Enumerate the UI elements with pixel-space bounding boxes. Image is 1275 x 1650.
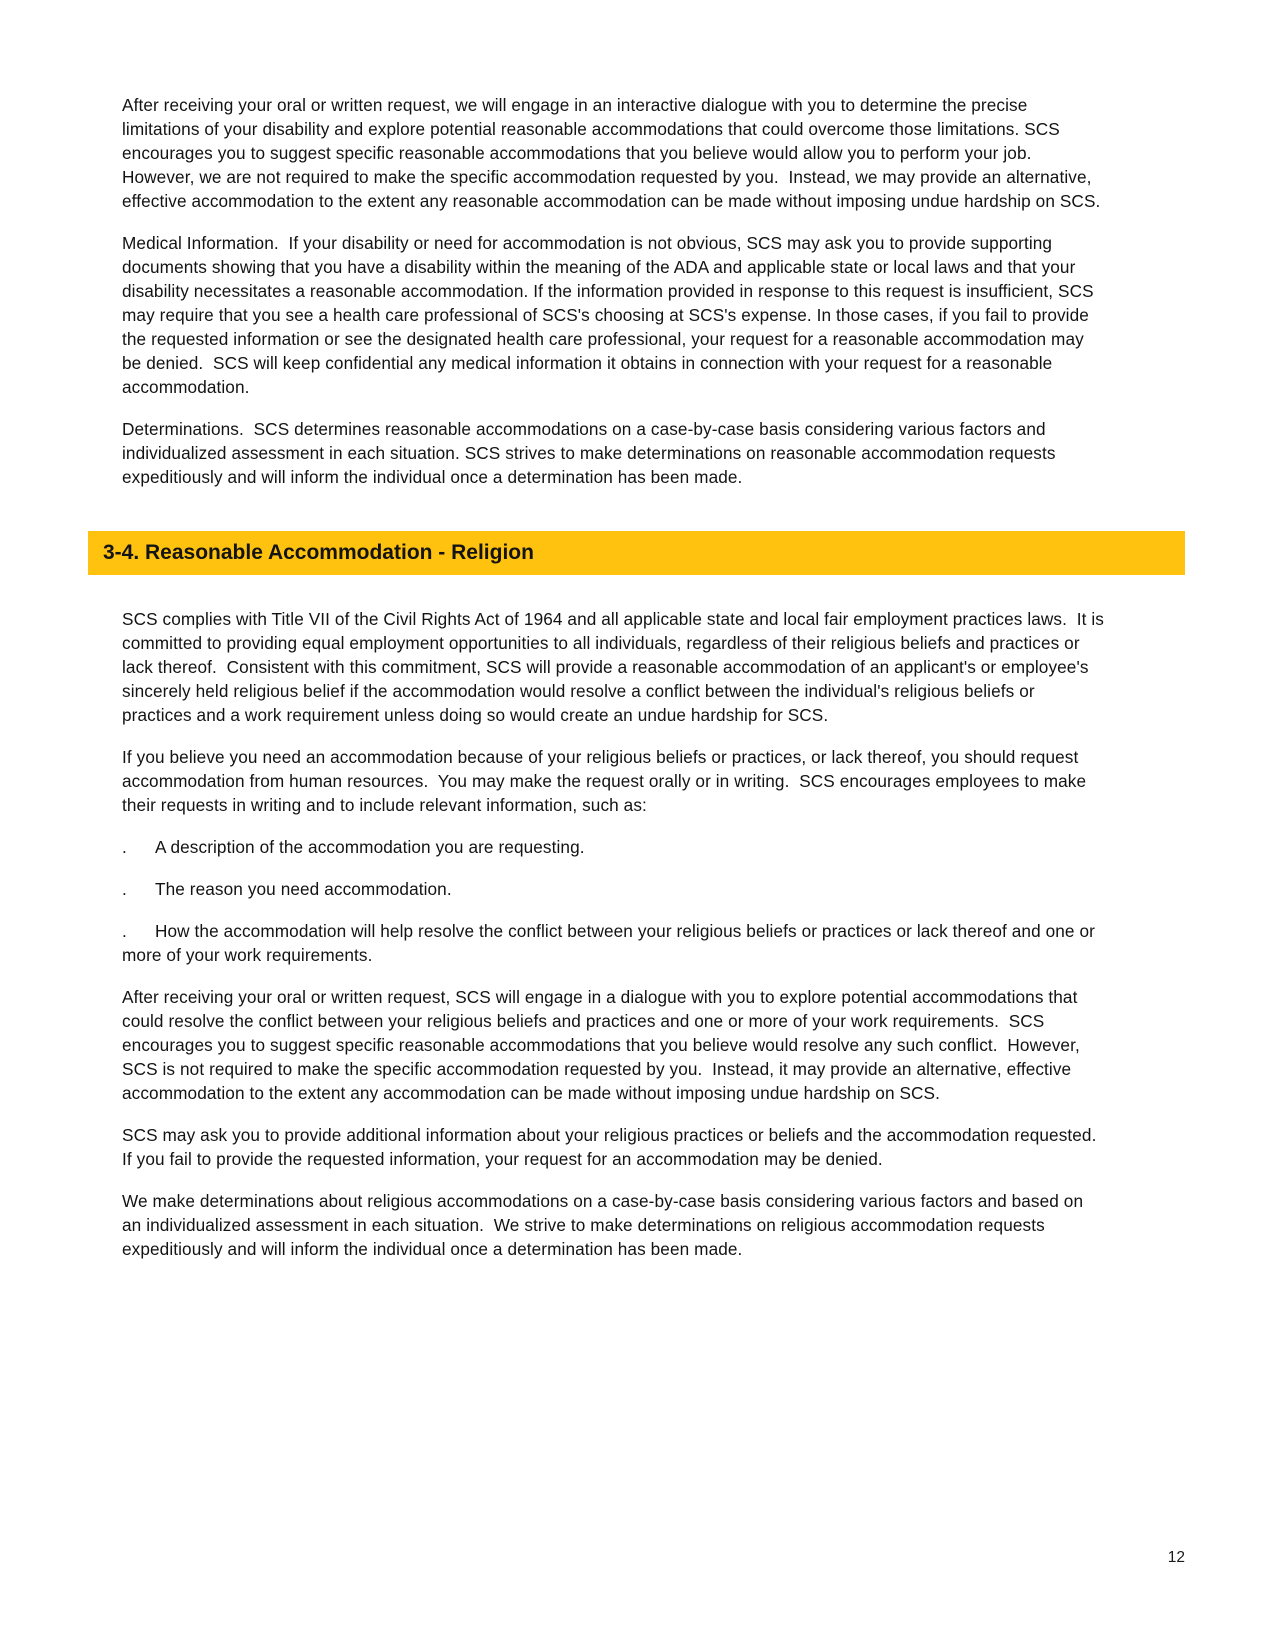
paragraph-request-accommodation: If you believe you need an accommodation because of your religious beliefs or practices, or lack thereof, you should request accommodation from human resources. You may make the request orally or in writing. SCS encourages employees to make their requests in writing and to include relevant information, such as: bbox=[122, 747, 1092, 815]
paragraph-religion-dialogue: After receiving your oral or written request, SCS will engage in a dialogue with you to explore potential accommodations that could resolve the conflict between your religious beliefs and practices and one or more of your work requirements. SCS encourages you to suggest specific reasonable accommodations that you believe would resolve any such conflict. However, SCS is not required to make the specific accommodation requested by you. Instead, it may provide an alternative, effective accommodation to the extent any accommodation can be made without imposing undue hardship on SCS. bbox=[122, 987, 1085, 1103]
paragraph-title-vii: SCS complies with Title VII of the Civil Rights Act of 1964 and all applicable state and local fair employment practices laws. It is committed to providing equal employment opportunities to all individuals, regardless of their religious beliefs and practices or lack thereof. Consistent with this commitment, SCS will provide a reasonable accommodation of an applicant's or employee's sincerely held religious belief if the accommodation would resolve a conflict between the individual's religious beliefs or practices and a work requirement unless doing so would create an undue hardship for SCS. bbox=[122, 609, 1109, 725]
list-item bbox=[122, 835, 1107, 859]
list-item bbox=[122, 877, 1107, 901]
paragraph-religion-determinations: We make determinations about religious accommodations on a case-by-case basis considering various factors and based on an individualized assessment in each situation. We strive to make determinations on religious accommodation requests expeditiously and will inform the individual once a determination has been made. bbox=[122, 1191, 1089, 1259]
bullet-list bbox=[122, 835, 1107, 967]
bullet-text-conflict-resolution: How the accommodation will help resolve the conflict between your religious beliefs or practices or lack thereof and one or more of your work requirements. bbox=[122, 921, 1100, 965]
bullet-text-reason: The reason you need accommodation. bbox=[155, 879, 452, 899]
paragraph-ada-dialogue: After receiving your oral or written request, we will engage in an interactive dialogue with you to determine the precise limitations of your disability and explore potential reasonable accommodations that could overcome those limitations. SCS encourages you to suggest specific reasonable accommodations that you believe would allow you to perform your job. However, we are not required to make the specific accommodation requested by you. Instead, we may provide an alternative, effective accommodation to the extent any reasonable accommodation can be made without imposing undue hardship on SCS. bbox=[122, 95, 1101, 211]
bullet-marker: . bbox=[122, 837, 127, 857]
bullet-text-description: A description of the accommodation you are requesting. bbox=[155, 837, 585, 857]
page-number: 12 bbox=[1167, 1549, 1185, 1566]
list-item bbox=[122, 919, 1107, 967]
paragraph-medical-information: Medical Information. If your disability or need for accommodation is not obvious, SCS may ask you to provide supporting documents showing that you have a disability within the meaning of the ADA and applicable state or local laws and that your disability necessitates a reasonable accommodation. If the information provided in response to this request is insufficient, SCS may require that you see a health care professional of SCS's choosing at SCS's expense. In those cases, if you fail to provide the requested information or see the designated health care professional, your request for a reasonable accommodation may be denied. SCS will keep confidential any medical information it obtains in connection with your request for a reasonable accommodation. bbox=[122, 233, 1099, 397]
bullet-marker: . bbox=[122, 921, 127, 941]
paragraph-additional-information: SCS may ask you to provide additional information about your religious practices or beliefs and the accommodation requested. If you fail to provide the requested information, your request for an accommodation may be denied. bbox=[122, 1125, 1107, 1169]
bullet-marker: . bbox=[122, 879, 127, 899]
section-heading-religion: 3-4. Reasonable Accommodation - Religion bbox=[88, 531, 1185, 575]
paragraph-determinations: Determinations. SCS determines reasonable accommodations on a case-by-case basis considering various factors and individualized assessment in each situation. SCS strives to make determinations on reasonable accommodation requests expeditiously and will inform the individual once a determination has been made. bbox=[122, 419, 1061, 487]
